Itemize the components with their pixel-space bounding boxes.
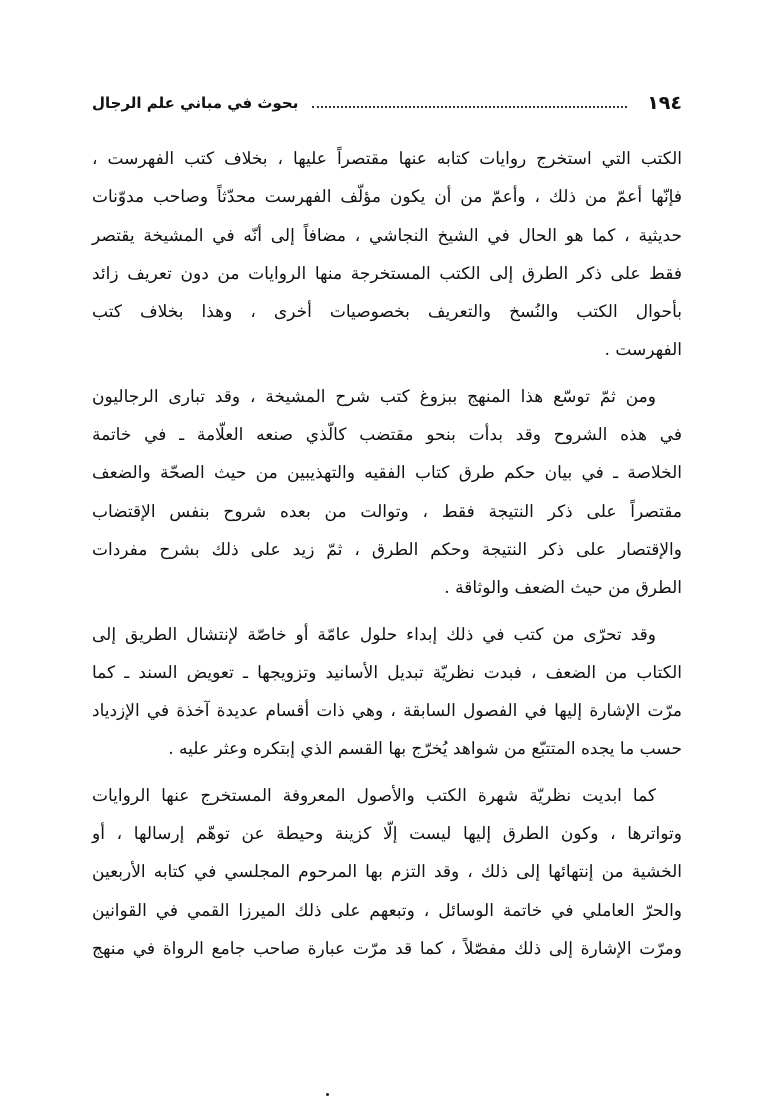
text-line: ومن ثمّ توسّع هذا المنهج ببزوغ كتب شرح المشيخة ، وقد تبارى الرجاليون xyxy=(92,386,656,407)
text-line: فإنّها أعمّ من ذلك ، وأعمّ من أن يكون مؤلّف الفهرست محدّثاً وصاحب مدوّنات xyxy=(92,187,682,208)
text-line: والإقتصار على ذكر النتيجة وحكم الطرق ، ثمّ زيد على ذلك بشرح مفردات xyxy=(92,539,682,560)
body-text xyxy=(92,140,682,976)
text-line: الخلاصة ـ في بيان حكم طرق كتاب الفقيه والتهذيبين من حيث الصحّة والضعف xyxy=(92,463,682,484)
running-header xyxy=(92,88,682,118)
text-line: الطرق من حيث الضعف والوثاقة . xyxy=(444,578,682,599)
text-line: بأحوال الكتب والنُسخ والتعريف بخصوصيات أخرى ، وهذا بخلاف كتب xyxy=(92,302,682,323)
text-line: وقد تحرّى من كتب في ذلك إبداء حلول عامّة أو خاصّة لإنتشال الطريق إلى xyxy=(92,624,656,645)
header-dot-leader xyxy=(312,106,627,108)
paragraph-4 xyxy=(92,777,682,968)
text-line: كما ابديت نظريّة شهرة الكتب والأصول المعروفة المستخرج عنها الروايات xyxy=(92,785,656,806)
text-line: الخشية من إنتهائها إلى ذلك ، وقد التزم بها المرحوم المجلسي في كتابه الأربعين xyxy=(92,862,682,883)
text-line: مرّت الإشارة إليها في الفصول السابقة ، وهي ذات أقسام عديدة آخذة في الإزدياد xyxy=(92,701,682,722)
text-line: وتواترها ، وكون الطرق إليها ليست إلّا كزينة وحيطة عن توهّم إرسالها ، أو xyxy=(92,824,682,845)
book-title: بحوث في مباني علم الرجال xyxy=(92,94,299,112)
paragraph-3 xyxy=(92,616,682,769)
text-line: ومرّت الإشارة إلى ذلك مفصّلاً ، كما قد مرّت عبارة صاحب جامع الرواة في منهج xyxy=(92,938,682,959)
page-number: ١٩٤ xyxy=(647,92,682,114)
text-line: الكتاب من الضعف ، فبدت نظريّة تبديل الأسانيد وتزويجها ـ تعويض السند ـ كما xyxy=(92,662,682,683)
text-line: في هذه الشروح وقد بدأت بنحو مقتضب كالّذي صنعه العلّامة ـ في خاتمة xyxy=(92,425,682,446)
text-line: الفهرست . xyxy=(604,340,682,361)
text-line: مقتصراً على ذكر النتيجة فقط ، وتوالت من بعده شروح بنفس الإقتضاب xyxy=(92,501,682,522)
page-dot-mark xyxy=(326,1093,329,1096)
text-line: فقط على ذكر الطرق إلى الكتب المستخرجة منها الروايات من دون تعريف زائد xyxy=(92,263,682,284)
paragraph-2 xyxy=(92,378,682,608)
text-line: حديثية ، كما هو الحال في الشيخ النجاشي ، مضافاً إلى أنّه في المشيخة يقتصر xyxy=(92,225,682,246)
text-line: الكتب التي استخرج روايات كتابه عنها مقتصراً عليها ، بخلاف كتب الفهرست ، xyxy=(92,149,682,169)
text-line: والحرّ العاملي في خاتمة الوسائل ، وتبعهم على ذلك الميرزا القمي في القوانين xyxy=(92,900,682,921)
text-line: حسب ما يجده المتتبّع من شواهد يُخرّج بها القسم الذي إبتكره وعثر عليه . xyxy=(168,739,682,760)
paragraph-1 xyxy=(92,140,682,370)
